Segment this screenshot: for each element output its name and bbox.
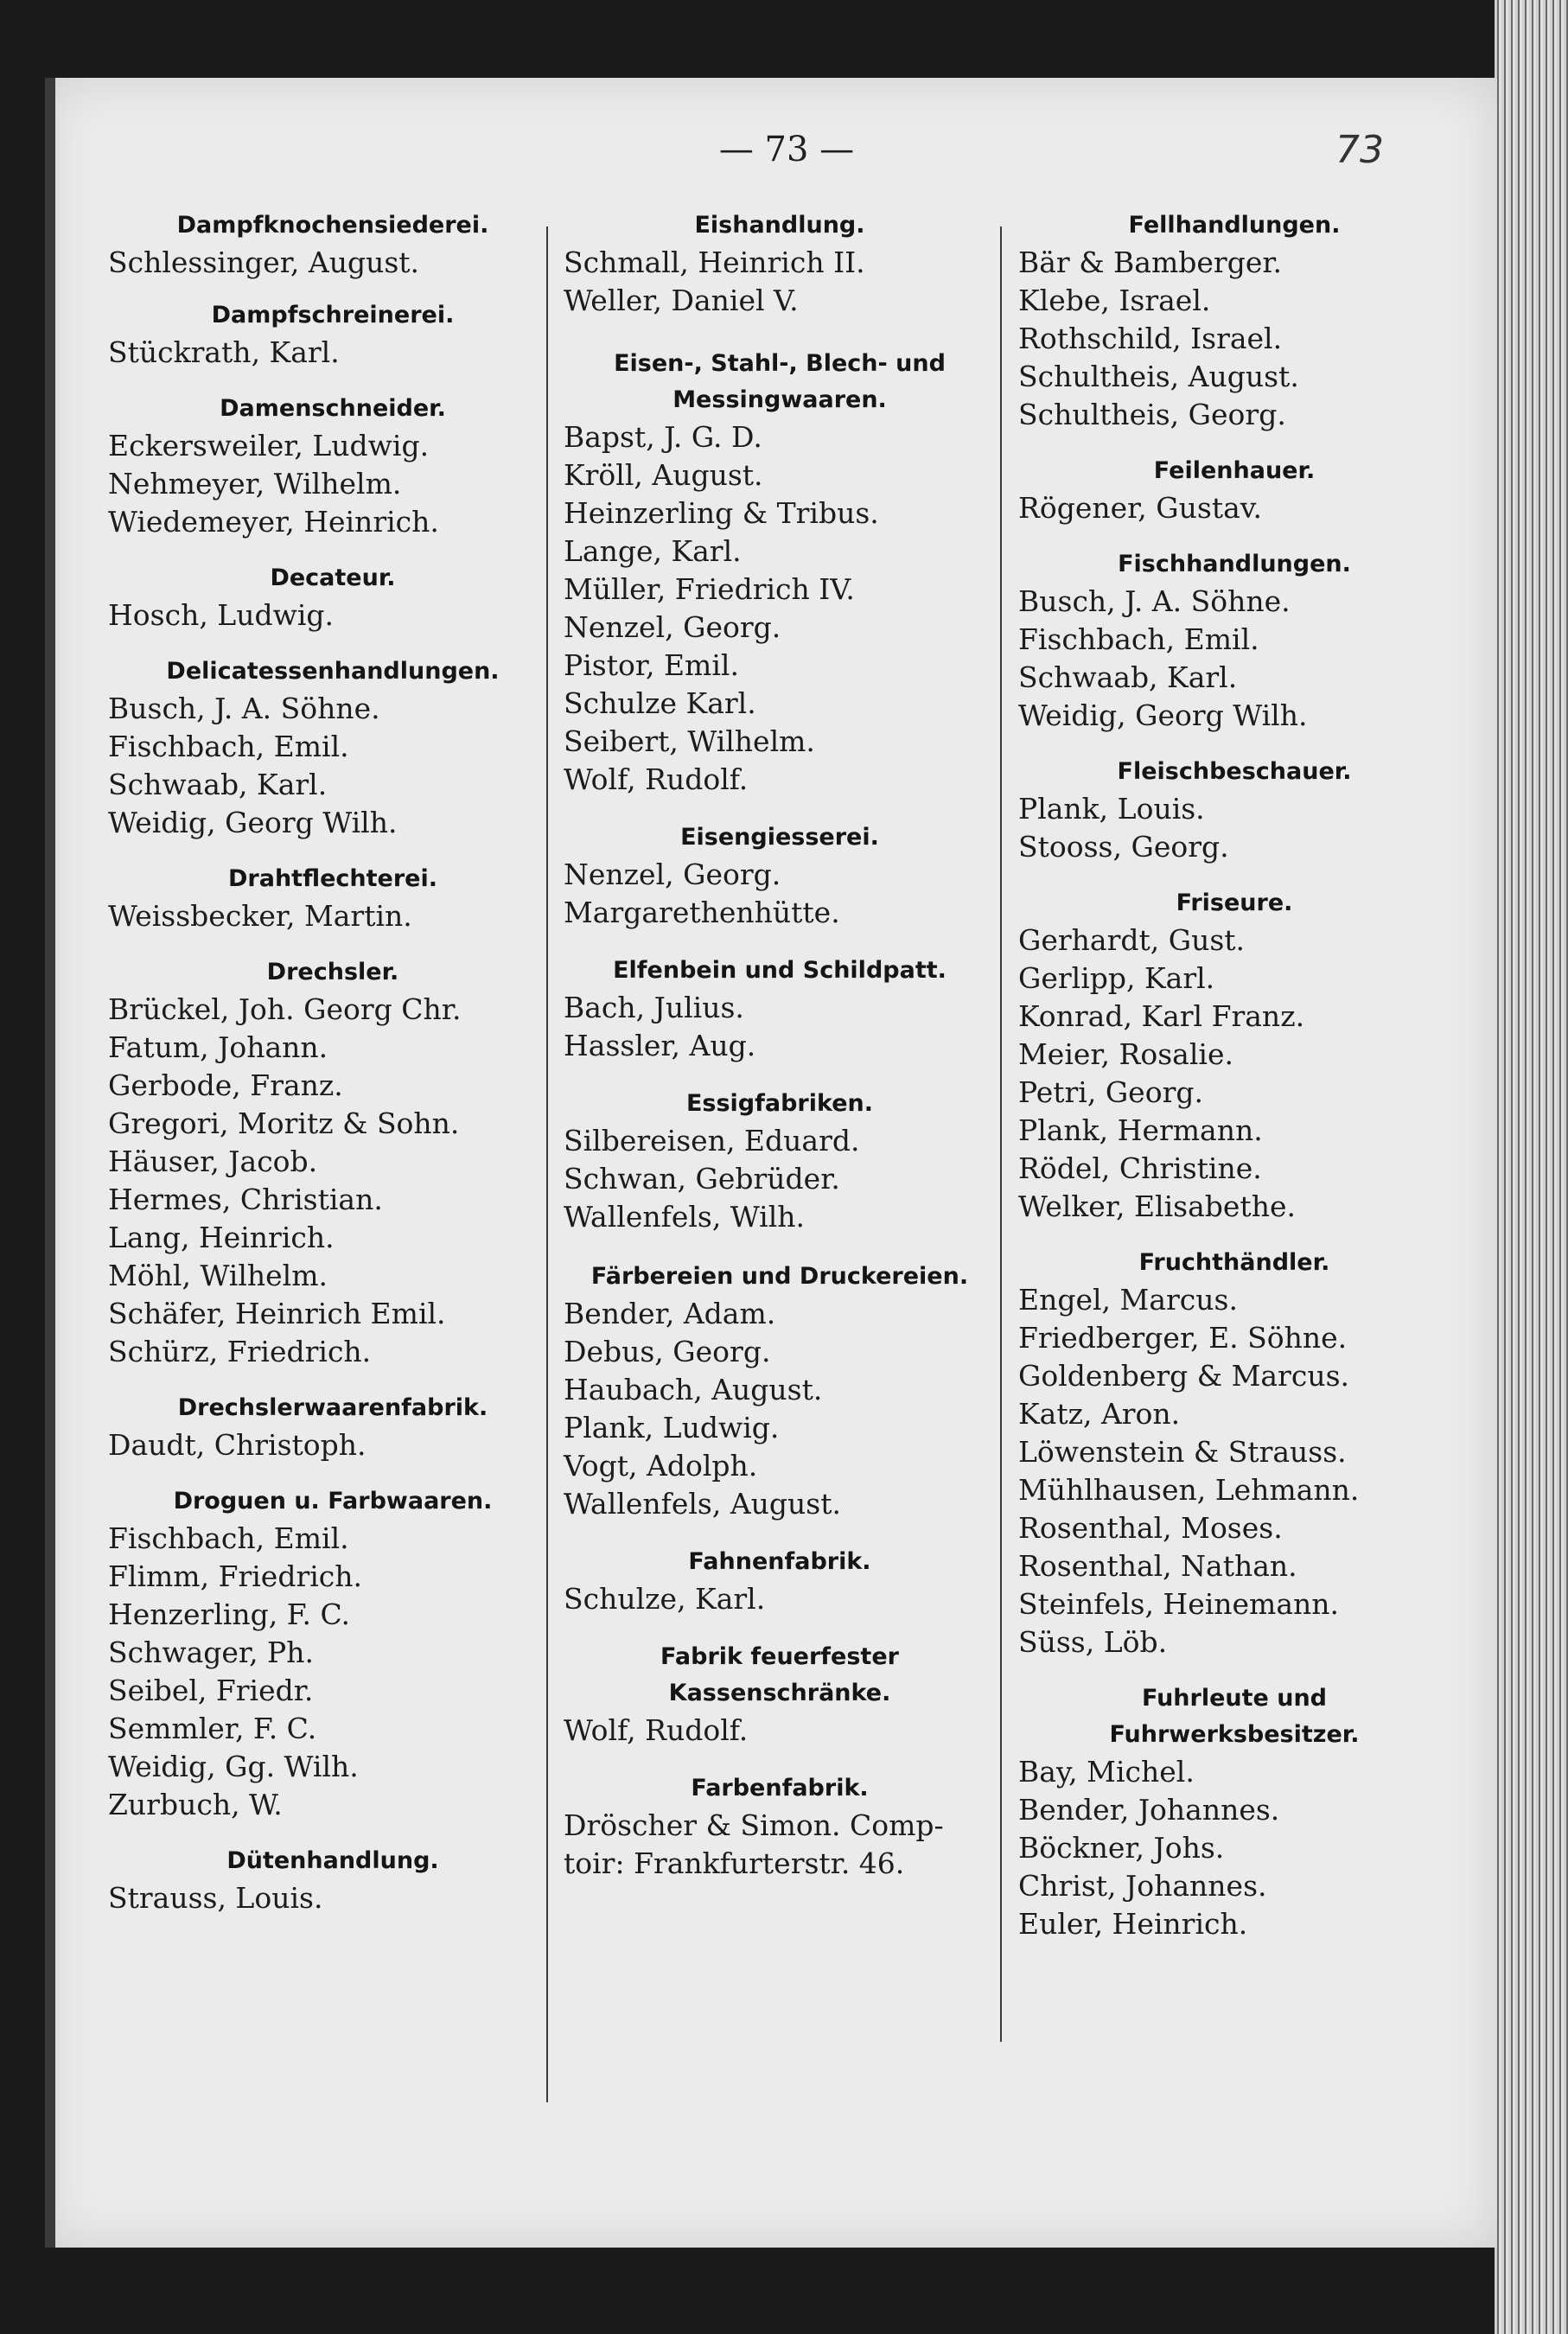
directory-entry: Löwenstein & Strauss. <box>1018 1435 1347 1469</box>
directory-entry: Klebe, Israel. <box>1018 284 1211 317</box>
column-1 <box>108 207 540 1917</box>
directory-entry: Müller, Friedrich IV. <box>564 572 855 606</box>
section-heading: Drahtflechterei. <box>228 865 437 892</box>
directory-section <box>1018 453 1450 527</box>
directory-entry: Goldenberg & Marcus. <box>1018 1359 1349 1393</box>
section-heading: Damenschneider. <box>220 395 446 422</box>
section-heading: Drechslerwaarenfabrik. <box>177 1394 488 1421</box>
column-3 <box>1018 207 1450 1943</box>
directory-entry: Plank, Louis. <box>1018 792 1205 826</box>
section-heading: Dütenhandlung. <box>226 1847 439 1874</box>
directory-entry: Schwaab, Karl. <box>108 768 328 801</box>
directory-entry: Wallenfels, August. <box>564 1487 841 1521</box>
directory-entry: Seibert, Wilhelm. <box>564 724 815 758</box>
directory-entry: Christ, Johannes. <box>1018 1869 1267 1903</box>
directory-entry: Steinfels, Heinemann. <box>1018 1587 1340 1621</box>
directory-entry: Rosenthal, Nathan. <box>1018 1549 1297 1583</box>
directory-entry: toir: Frankfurterstr. 46. <box>564 1846 905 1880</box>
directory-entry: Nehmeyer, Wilhelm. <box>108 467 402 501</box>
directory-entry: Schwager, Ph. <box>108 1636 314 1669</box>
directory-entry: Strauss, Louis. <box>108 1881 323 1915</box>
directory-entry: Gerlipp, Karl. <box>1018 961 1215 995</box>
section-heading: Fellhandlungen. <box>1128 212 1341 239</box>
section-heading: Essigfabriken. <box>685 1090 874 1117</box>
directory-entry: Plank, Ludwig. <box>564 1411 780 1444</box>
directory-section <box>108 654 540 842</box>
directory-entry: Vogt, Adolph. <box>564 1449 758 1483</box>
directory-entry: Gregori, Moritz & Sohn. <box>108 1106 460 1140</box>
section-heading: Drechsler. <box>266 959 399 985</box>
directory-entry: Margarethenhütte. <box>564 896 840 929</box>
directory-entry: Schwan, Gebrüder. <box>564 1162 840 1196</box>
section-heading: Dampfknochensiederei. <box>176 212 489 239</box>
directory-entry: Rögener, Gustav. <box>1018 491 1262 525</box>
directory-entry: Nenzel, Georg. <box>564 858 781 891</box>
section-heading: Fahnenfabrik. <box>688 1548 871 1575</box>
directory-section <box>564 1639 996 1750</box>
directory-entry: Euler, Heinrich. <box>1018 1907 1248 1941</box>
page-number: — 73 — <box>718 130 855 169</box>
directory-entry: Friedberger, E. Söhne. <box>1018 1321 1348 1355</box>
directory-section <box>564 819 996 932</box>
directory-section <box>1018 885 1450 1226</box>
directory-entry: Stückrath, Karl. <box>108 335 340 369</box>
directory-entry: Nenzel, Georg. <box>564 610 781 644</box>
directory-entry: Weissbecker, Martin. <box>108 899 412 933</box>
directory-section <box>564 1086 996 1236</box>
directory-entry: Bender, Adam. <box>564 1297 776 1330</box>
directory-entry: Hermes, Christian. <box>108 1183 383 1216</box>
directory-section <box>108 560 540 635</box>
directory-entry: Weidig, Georg Wilh. <box>1018 698 1308 732</box>
section-heading: Delicatessenhandlungen. <box>166 658 500 685</box>
section-heading: Fleischbeschauer. <box>1117 758 1352 785</box>
directory-entry: Debus, Georg. <box>564 1335 771 1368</box>
directory-section <box>108 861 540 935</box>
directory-section <box>564 346 996 799</box>
section-heading: Eisen-, Stahl-, Blech- und Messingwaaren. <box>614 350 946 413</box>
directory-entry: Weidig, Gg. Wilh. <box>108 1750 359 1783</box>
section-heading: Fuhrleute und Fuhrwerksbesitzer. <box>1109 1685 1360 1748</box>
directory-section <box>108 207 540 282</box>
directory-entry: Weidig, Georg Wilh. <box>108 806 398 839</box>
section-heading: Eisengiesserei. <box>680 824 879 851</box>
directory-entry: Schmall, Heinrich II. <box>564 246 865 279</box>
directory-entry: Gerbode, Franz. <box>108 1068 343 1102</box>
directory-entry: Häuser, Jacob. <box>108 1145 318 1178</box>
section-heading: Dampfschreinerei. <box>211 302 455 328</box>
directory-entry: Wolf, Rudolf. <box>564 762 749 796</box>
directory-entry: Schäfer, Heinrich Emil. <box>108 1297 446 1330</box>
directory-section <box>108 1390 540 1464</box>
directory-entry: Flimm, Friedrich. <box>108 1559 363 1593</box>
directory-entry: Petri, Georg. <box>1018 1075 1203 1109</box>
column-2 <box>564 207 996 1883</box>
directory-entry: Schürz, Friedrich. <box>108 1335 372 1368</box>
directory-section <box>108 1843 540 1917</box>
directory-entry: Haubach, August. <box>564 1373 823 1406</box>
directory-entry: Stooss, Georg. <box>1018 830 1229 864</box>
directory-entry: Fatum, Johann. <box>108 1030 328 1064</box>
column-rule-1 <box>546 226 548 2102</box>
directory-entry: Hosch, Ludwig. <box>108 598 335 632</box>
directory-entry: Zurbuch, W. <box>108 1788 283 1821</box>
directory-entry: Eckersweiler, Ludwig. <box>108 429 430 462</box>
section-heading: Fischhandlungen. <box>1118 551 1351 577</box>
directory-entry: Katz, Aron. <box>1018 1397 1181 1431</box>
directory-entry: Lang, Heinrich. <box>108 1221 335 1254</box>
section-heading: Decateur. <box>270 564 396 591</box>
directory-entry: Busch, J. A. Söhne. <box>108 692 380 725</box>
directory-entry: Wallenfels, Wilh. <box>564 1200 806 1234</box>
directory-entry: Brückel, Joh. Georg Chr. <box>108 992 462 1026</box>
binding-edge <box>45 78 55 2248</box>
directory-entry: Fischbach, Emil. <box>108 1521 349 1555</box>
directory-entry: Heinzerling & Tribus. <box>564 496 879 530</box>
directory-entry: Möhl, Wilhelm. <box>108 1259 328 1292</box>
directory-entry: Gerhardt, Gust. <box>1018 923 1246 957</box>
directory-entry: Busch, J. A. Söhne. <box>1018 584 1291 618</box>
section-heading: Friseure. <box>1176 890 1293 916</box>
directory-entry: Rosenthal, Moses. <box>1018 1511 1283 1545</box>
directory-entry: Schlessinger, August. <box>108 246 420 279</box>
section-heading: Fabrik feuerfester Kassenschränke. <box>660 1643 899 1706</box>
directory-entry: Lange, Karl. <box>564 534 742 568</box>
section-heading: Farbenfabrik. <box>691 1775 869 1802</box>
directory-section <box>1018 1245 1450 1661</box>
directory-entry: Konrad, Karl Franz. <box>1018 999 1305 1033</box>
directory-entry: Schwaab, Karl. <box>1018 660 1238 694</box>
directory-entry: Daudt, Christoph. <box>108 1428 367 1462</box>
directory-entry: Bapst, J. G. D. <box>564 420 762 454</box>
handwritten-page-number: 73 <box>1335 128 1384 172</box>
directory-entry: Schulze Karl. <box>564 686 756 720</box>
directory-section <box>564 953 996 1065</box>
directory-entry: Silbereisen, Eduard. <box>564 1124 860 1157</box>
directory-section <box>1018 1680 1450 1943</box>
directory-entry: Meier, Rosalie. <box>1018 1037 1233 1071</box>
section-heading: Färbereien und Druckereien. <box>590 1263 969 1290</box>
directory-entry: Seibel, Friedr. <box>108 1674 314 1707</box>
directory-section <box>108 391 540 541</box>
directory-entry: Schultheis, August. <box>1018 360 1299 393</box>
directory-entry: Plank, Hermann. <box>1018 1113 1263 1147</box>
directory-entry: Fischbach, Emil. <box>108 730 349 763</box>
directory-entry: Böckner, Johs. <box>1018 1831 1225 1865</box>
directory-section <box>564 1770 996 1883</box>
directory-entry: Rothschild, Israel. <box>1018 322 1283 355</box>
page-edges <box>1495 0 1568 2334</box>
directory-entry: Wiedemeyer, Heinrich. <box>108 505 439 539</box>
directory-entry: Pistor, Emil. <box>564 648 739 682</box>
directory-entry: Dröscher & Simon. Comp- <box>564 1808 944 1842</box>
directory-entry: Rödel, Christine. <box>1018 1151 1262 1185</box>
directory-entry: Mühlhausen, Lehmann. <box>1018 1473 1360 1507</box>
column-rule-2 <box>1000 226 1002 2042</box>
directory-entry: Welker, Elisabethe. <box>1018 1189 1296 1223</box>
section-heading: Droguen u. Farbwaaren. <box>173 1488 493 1515</box>
section-heading: Elfenbein und Schildpatt. <box>613 957 947 984</box>
directory-section <box>564 1259 996 1523</box>
directory-entry: Hassler, Aug. <box>564 1029 756 1062</box>
directory-entry: Bender, Johannes. <box>1018 1793 1280 1827</box>
directory-entry: Weller, Daniel V. <box>564 284 799 317</box>
directory-section <box>564 207 996 320</box>
directory-entry: Kröll, August. <box>564 458 763 492</box>
directory-entry: Engel, Marcus. <box>1018 1283 1238 1317</box>
directory-entry: Henzerling, F. C. <box>108 1597 351 1631</box>
directory-entry: Bär & Bamberger. <box>1018 246 1282 279</box>
directory-entry: Wolf, Rudolf. <box>564 1713 749 1747</box>
directory-entry: Schulze, Karl. <box>564 1582 766 1616</box>
section-heading: Eishandlung. <box>694 212 865 239</box>
directory-entry: Bach, Julius. <box>564 991 744 1024</box>
directory-section <box>564 1544 996 1618</box>
directory-entry: Fischbach, Emil. <box>1018 622 1259 656</box>
directory-entry: Bay, Michel. <box>1018 1755 1195 1789</box>
directory-section <box>108 954 540 1371</box>
directory-section <box>108 297 540 372</box>
directory-entry: Süss, Löb. <box>1018 1625 1168 1659</box>
directory-entry: Schultheis, Georg. <box>1018 398 1286 431</box>
directory-section <box>1018 207 1450 434</box>
directory-section <box>1018 754 1450 866</box>
directory-section <box>108 1483 540 1824</box>
directory-section <box>1018 546 1450 735</box>
directory-entry: Semmler, F. C. <box>108 1712 317 1745</box>
section-heading: Feilenhauer. <box>1153 457 1316 484</box>
section-heading: Fruchthändler. <box>1138 1249 1330 1276</box>
